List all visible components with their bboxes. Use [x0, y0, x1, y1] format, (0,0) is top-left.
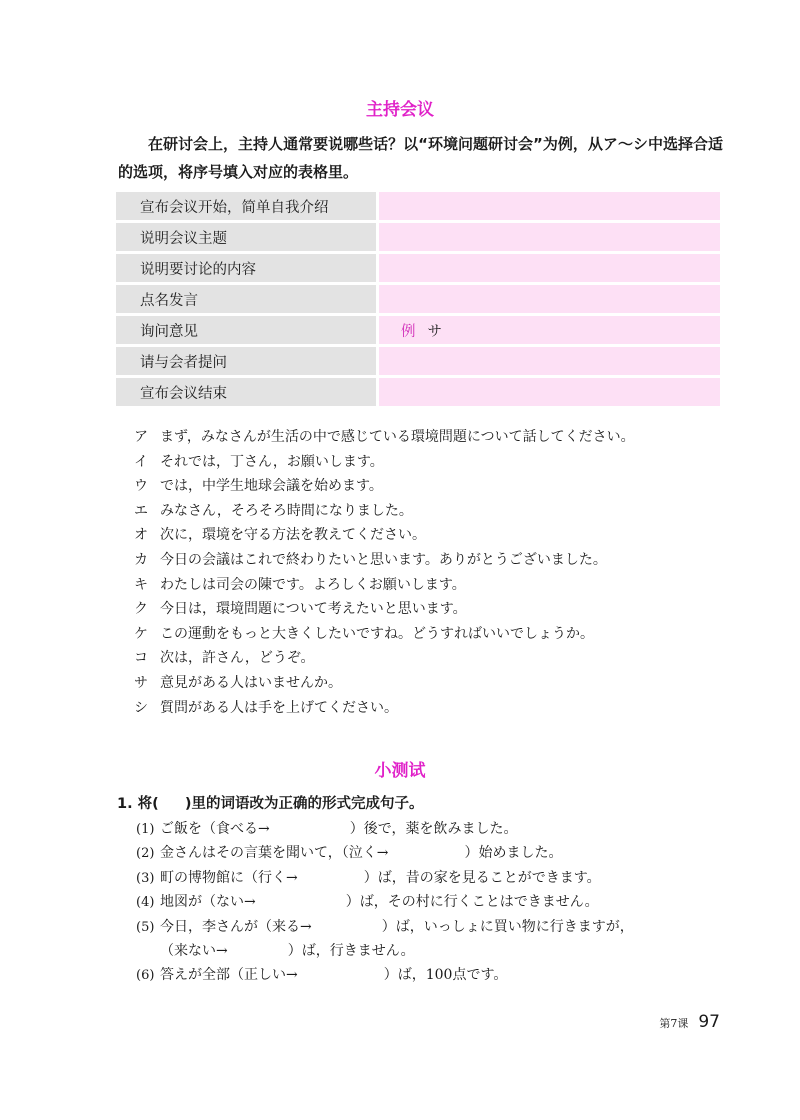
list-item	[134, 647, 635, 672]
item-text-after: ）ば，その村に行くことはできません。	[345, 894, 599, 911]
list-item	[134, 623, 635, 648]
question-text-pre: 将(	[137, 796, 159, 812]
list-item	[136, 867, 634, 891]
example-answer: サ	[427, 323, 442, 340]
row-label: 说明会议主题	[116, 223, 376, 251]
option-text: みなさん，そろそろ時間になりました。	[160, 502, 413, 519]
quiz-items	[136, 818, 634, 989]
option-key: サ	[134, 674, 148, 691]
row-label: 宣布会议结束	[116, 378, 376, 406]
option-text: 次に，環境を守る方法を教えてください。	[160, 527, 426, 544]
option-text: わたしは司会の陳です。よろしくお願いします。	[160, 576, 466, 593]
question-1-instruction	[117, 792, 423, 813]
table-row	[116, 378, 720, 406]
item-number: (5)	[136, 919, 155, 935]
option-text: 質問がある人は手を上げてください。	[160, 699, 398, 716]
answer-cell[interactable]	[376, 285, 720, 313]
option-text: 今日は，環境問題について考えたいと思います。	[160, 601, 467, 618]
example-label: 例	[401, 323, 416, 340]
option-list	[134, 426, 635, 721]
table-row	[116, 347, 720, 375]
section-title-quiz: 小测试	[374, 761, 426, 781]
option-text: 今日の会議はこれで終わりたいと思います。ありがとうございました。	[160, 551, 607, 568]
section-title-hosting-meeting: 主持会议	[366, 100, 434, 120]
row-label: 说明要讨论的内容	[116, 254, 376, 282]
list-item	[136, 818, 634, 842]
page-footer	[659, 1012, 720, 1032]
list-item	[136, 964, 634, 988]
item-text-before: （来ない→	[160, 942, 228, 959]
row-label: 询问意见	[116, 316, 376, 344]
list-item	[134, 524, 635, 549]
option-text: 次は，許さん，どうぞ。	[160, 650, 315, 667]
list-item	[134, 500, 635, 525]
list-item	[134, 672, 635, 697]
answer-cell[interactable]	[376, 192, 720, 220]
list-item-continuation	[136, 940, 634, 964]
list-item	[134, 426, 635, 451]
list-item	[134, 598, 635, 623]
item-number: (3)	[136, 870, 155, 886]
answer-cell[interactable]	[376, 347, 720, 375]
option-key: ア	[134, 429, 148, 445]
list-item	[134, 697, 635, 722]
item-text-before: 町の博物館に（行く→	[160, 869, 298, 886]
item-text-after: ）ば，100点です。	[383, 967, 508, 984]
option-key: ク	[134, 601, 148, 618]
item-text-before: ご飯を（食べる→	[160, 821, 270, 837]
item-text-after: ）ば，昔の家を見ることができます。	[363, 869, 601, 886]
option-key: コ	[134, 650, 148, 667]
item-text-after: ）始めました。	[464, 845, 563, 862]
page-number: 97	[698, 1012, 720, 1032]
item-text-after: ）ば，行きません。	[287, 942, 415, 959]
lesson-label: 第7课	[659, 1017, 689, 1030]
list-item	[136, 891, 634, 915]
option-text: 意見がある人はいませんか。	[160, 674, 342, 691]
option-key: イ	[134, 453, 148, 470]
item-number: (4)	[136, 895, 155, 911]
option-text: では，中学生地球会議を始めます。	[160, 478, 383, 495]
option-text: まず，みなさんが生活の中で感じている環境問題について話してください。	[160, 429, 635, 445]
option-key: キ	[134, 576, 148, 593]
row-label: 点名发言	[116, 285, 376, 313]
answer-cell[interactable]	[376, 223, 720, 251]
intro-paragraph: 在研讨会上，主持人通常要说哪些话？以“环境问题研讨会”为例，从ア～シ中选择合适的选项，将序号填入对应的表格里。	[118, 135, 723, 181]
item-text-after: ）ば，いっしょに買い物に行きますが，	[381, 918, 634, 935]
item-text-after: ）後で，薬を飲みました。	[349, 821, 518, 837]
table-row	[116, 285, 720, 313]
item-number: (1)	[136, 822, 155, 837]
answer-table	[116, 189, 720, 409]
question-text-post: )里的词语改为正确的形式完成句子。	[184, 796, 424, 812]
list-item	[134, 451, 635, 476]
row-label: 宣布会议开始，简单自我介绍	[116, 192, 376, 220]
item-text-before: 金さんはその言葉を聞いて，（泣く→	[160, 845, 389, 862]
option-key: ウ	[134, 478, 148, 495]
answer-cell-example[interactable]	[376, 316, 720, 344]
item-text-before: 今日，李さんが（来る→	[160, 918, 312, 935]
option-text: それでは，丁さん，お願いします。	[160, 453, 384, 470]
option-key: オ	[134, 527, 148, 544]
row-label: 请与会者提问	[116, 347, 376, 375]
option-key: エ	[134, 502, 148, 519]
item-text-before: 答えが全部（正しい→	[160, 967, 298, 984]
option-key: ケ	[134, 625, 148, 642]
table-row	[116, 316, 720, 344]
item-text-before: 地図が（ない→	[160, 894, 256, 911]
list-item	[134, 574, 635, 599]
list-item	[134, 549, 635, 574]
option-key: カ	[134, 551, 148, 568]
item-number: (2)	[136, 846, 155, 862]
table-row	[116, 223, 720, 251]
list-item	[134, 475, 635, 500]
item-number: (6)	[136, 968, 155, 984]
answer-cell[interactable]	[376, 378, 720, 406]
question-number: 1.	[117, 796, 133, 812]
list-item	[136, 842, 634, 866]
answer-cell[interactable]	[376, 254, 720, 282]
table-row	[116, 192, 720, 220]
list-item	[136, 916, 634, 940]
table-row	[116, 254, 720, 282]
option-key: シ	[134, 699, 148, 716]
option-text: この運動をもっと大きくしたいですね。どうすればいいでしょうか。	[160, 625, 594, 642]
